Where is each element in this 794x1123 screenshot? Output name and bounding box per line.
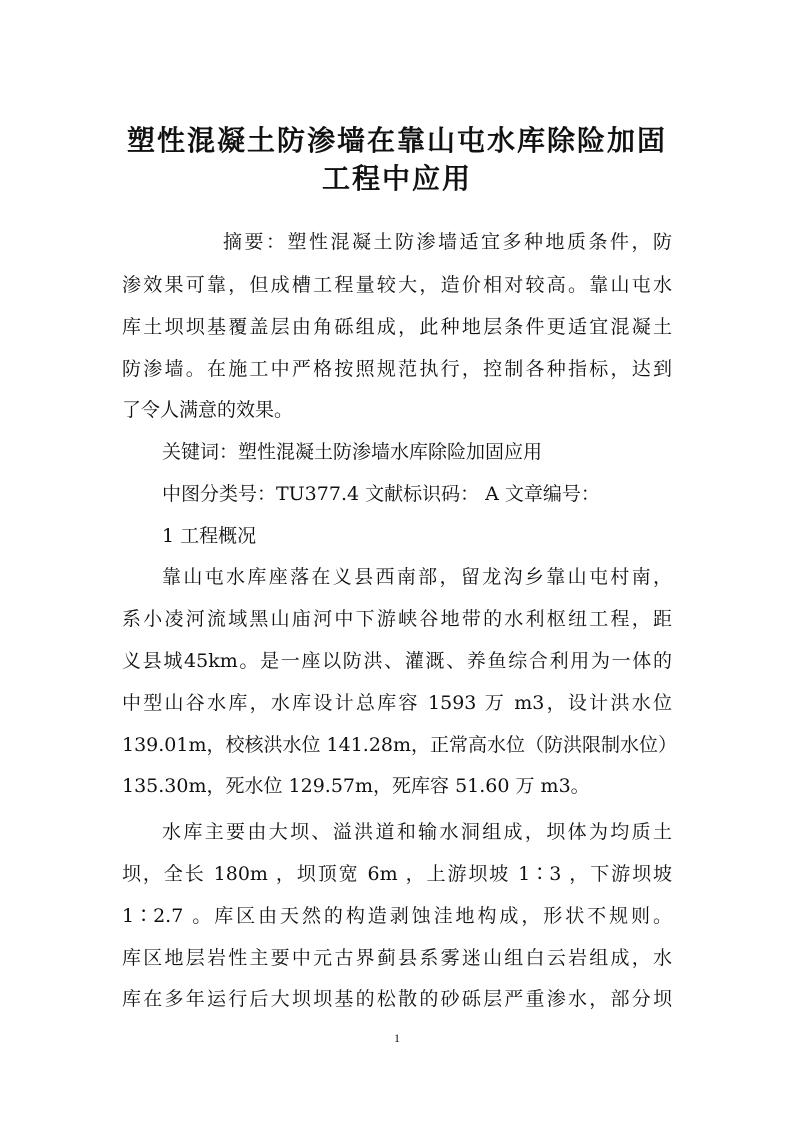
paragraph2-line-3: 1∶2.7 。库区由天然的构造剥蚀洼地构成，形状不规则。 bbox=[122, 905, 672, 927]
page-number: 1 bbox=[394, 1031, 400, 1045]
paragraph1-line-2: 系小凌河流域黑山庙河中下游峡谷地带的水利枢纽工程，距 bbox=[122, 608, 672, 630]
section-heading: 1 工程概况 bbox=[162, 525, 257, 547]
document-title-line-2: 工程中应用 bbox=[321, 161, 472, 195]
paragraph2-line-2: 坝，全长 180m ，坝顶宽 6m ，上游坝坡 1∶3 ，下游坝坡 bbox=[122, 863, 672, 885]
paragraph2-line-5: 库在多年运行后大坝坝基的松散的砂砾层严重渗水，部分坝 bbox=[122, 988, 672, 1010]
paragraph2-line-1: 水库主要由大坝、溢洪道和输水洞组成，坝体为均质土 bbox=[162, 821, 672, 843]
abstract-line-1: 摘要：塑性混凝土防渗墙适宜多种地质条件，防 bbox=[223, 231, 672, 253]
abstract-line-4: 防渗墙。在施工中严格按照规范执行，控制各种指标，达到 bbox=[122, 358, 672, 380]
paragraph2-line-4: 库区地层岩性主要中元古界蓟县系雾迷山组白云岩组成，水 bbox=[122, 947, 672, 969]
keywords-line: 关键词：塑性混凝土防渗墙水库除险加固应用 bbox=[162, 441, 543, 463]
document-title-line-1: 塑性混凝土防渗墙在靠山屯水库除险加固 bbox=[126, 123, 667, 157]
abstract-line-3: 库土坝坝基覆盖层由角砾组成，此种地层条件更适宜混凝土 bbox=[122, 316, 672, 338]
paragraph1-line-4: 中型山谷水库，水库设计总库容 1593 万 m3，设计洪水位 bbox=[122, 692, 672, 714]
paragraph1-line-5: 139.01m，校核洪水位 141.28m，正常高水位（防洪限制水位） bbox=[122, 734, 678, 756]
classification-line: 中图分类号：TU377.4 文献标识码： A 文章编号： bbox=[162, 483, 600, 505]
abstract-line-2: 渗效果可靠，但成槽工程量较大，造价相对较高。靠山屯水 bbox=[122, 274, 672, 296]
paragraph1-line-6: 135.30m，死水位 129.57m，死库容 51.60 万 m3。 bbox=[122, 775, 590, 797]
abstract-line-5: 了令人满意的效果。 bbox=[122, 399, 294, 421]
paragraph1-line-3: 义县城45km。是一座以防洪、灌溉、养鱼综合利用为一体的 bbox=[122, 650, 672, 672]
paragraph1-line-1: 靠山屯水库座落在义县西南部，留龙沟乡靠山屯村南， bbox=[162, 566, 672, 588]
